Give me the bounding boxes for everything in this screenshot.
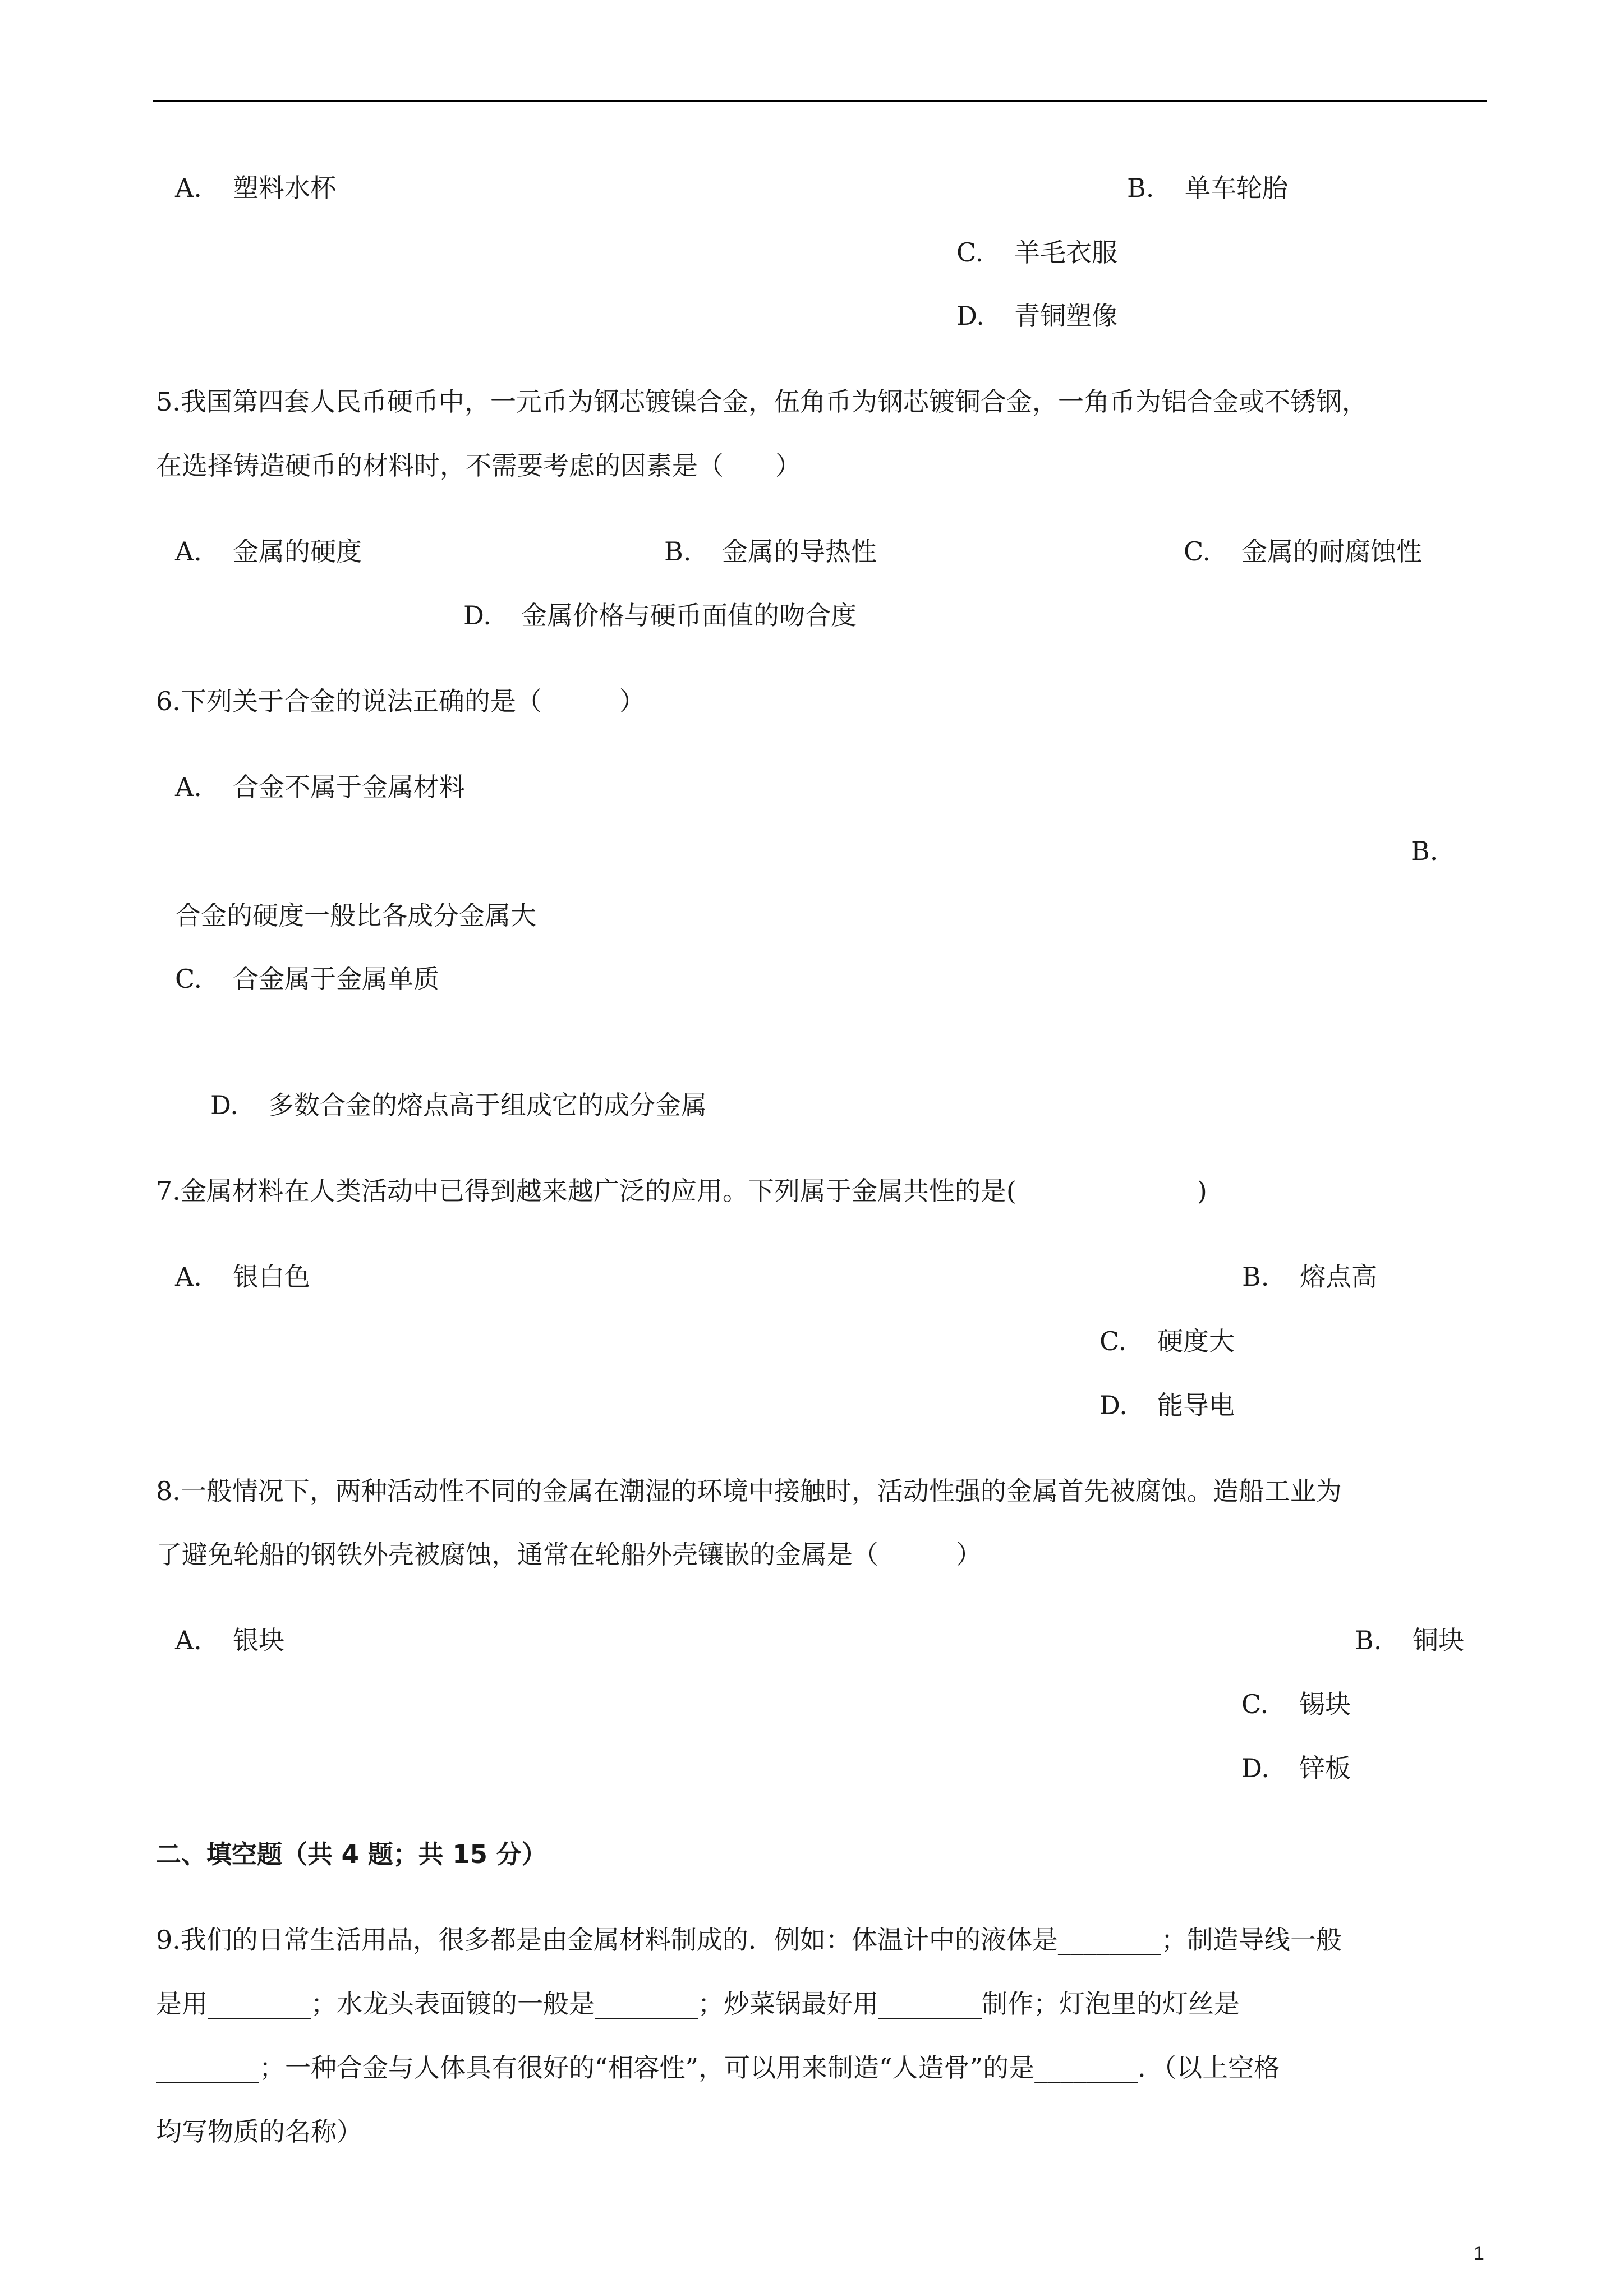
q8-option-b[interactable] [1355,1623,1464,1657]
q6-option-d[interactable] [210,1088,707,1122]
option-label: D. [210,1090,238,1120]
option-text: 金属价格与硬币面值的吻合度 [521,600,857,631]
option-label: A. [175,1262,202,1292]
q9-text-line3: ________；一种合金与人体具有很好的“相容性”，可以用来制造“人造骨”的是________．（以上空格 [156,2053,1280,2083]
option-text: 熔点高 [1300,1262,1377,1292]
option-label: A. [175,173,202,203]
option-label: C. [1184,536,1211,567]
option-label: B. [1127,173,1154,203]
option-text: 羊毛衣服 [1014,237,1117,268]
option-label: B. [664,536,692,567]
q5-option-d[interactable] [463,599,857,632]
option-text: 塑料水杯 [233,173,336,203]
q4-option-d[interactable] [956,299,1117,333]
q4-option-c[interactable] [956,236,1117,269]
q5-stem-line2: 在选择铸造硬币的材料时，不需要考虑的因素是（ ） [156,450,801,481]
q8-option-d[interactable] [1241,1751,1351,1785]
option-text: 锡块 [1299,1689,1351,1719]
option-text: 金属的耐腐蚀性 [1241,536,1422,567]
section-heading: 二、填空题（共 4 题；共 15 分） [156,1839,547,1869]
option-label: C. [1099,1326,1127,1356]
option-label: C. [175,964,203,994]
option-label: A. [175,536,202,567]
q5-option-b[interactable] [664,535,877,568]
q4-option-a[interactable] [175,171,336,205]
option-label: D. [956,301,984,331]
option-label: C. [956,237,984,268]
q5-stem-line1: 5.我国第四套人民币硬币中，一元币为钢芯镀镍合金，伍角币为钢芯镀铜合金，一角币为铝合金或不锈钢， [156,386,1368,417]
header-rule [153,100,1487,102]
q9-text-line4: 均写物质的名称） [156,2116,362,2147]
option-text: 合金属于金属单质 [233,964,439,994]
q6-option-c[interactable] [175,962,439,996]
q6-option-b-label[interactable]: B. [1411,836,1438,866]
option-label: B. [1355,1625,1382,1655]
q6-stem: 6.下列关于合金的说法正确的是（ ） [156,686,645,716]
q7-stem: 7.金属材料在人类活动中已得到越来越广泛的应用。下列属于金属共性的是( ) [156,1176,1207,1206]
q5-option-a[interactable] [175,535,362,568]
option-text: 银白色 [233,1262,310,1292]
q8-stem-line2: 了避免轮船的钢铁外壳被腐蚀，通常在轮船外壳镶嵌的金属是（ ） [156,1539,982,1570]
option-label: D. [463,600,491,631]
option-label: B. [1242,1262,1269,1292]
option-text: 金属的导热性 [722,536,877,567]
option-text: 能导电 [1157,1390,1235,1420]
option-text: 银块 [233,1625,284,1655]
page-number: 1 [1474,2243,1484,2264]
option-label: C. [1241,1689,1269,1719]
q6-option-b-text[interactable]: 合金的硬度一般比各成分金属大 [175,900,536,931]
q7-option-a[interactable] [175,1260,310,1294]
q9-text-line2: 是用________；水龙头表面镀的一般是________；炒菜锅最好用________制作；灯泡里的灯丝是 [156,1989,1240,2019]
option-text: 多数合金的熔点高于组成它的成分金属 [268,1090,707,1120]
option-text: 单车轮胎 [1185,173,1288,203]
q7-option-c[interactable] [1099,1324,1235,1358]
q8-option-a[interactable] [175,1623,284,1657]
q6-option-a[interactable] [175,770,465,804]
option-label: D. [1099,1390,1128,1420]
q5-option-c[interactable] [1184,535,1422,568]
option-text: 金属的硬度 [233,536,362,567]
q4-option-b[interactable] [1127,171,1288,205]
option-text: 铜块 [1413,1625,1464,1655]
option-label: D. [1241,1753,1269,1783]
q7-option-d[interactable] [1099,1388,1235,1422]
q8-option-c[interactable] [1241,1687,1351,1721]
option-label: A. [175,772,202,802]
q7-option-b[interactable] [1242,1260,1377,1294]
option-text: 硬度大 [1157,1326,1235,1356]
option-label: A. [175,1625,202,1655]
q9-text-line1: 9.我们的日常生活用品，很多都是由金属材料制成的．例如：体温计中的液体是________；制造导线一般 [156,1925,1342,1955]
option-text: 合金不属于金属材料 [233,772,465,802]
option-text: 锌板 [1299,1753,1351,1783]
q8-stem-line1: 8.一般情况下，两种活动性不同的金属在潮湿的环境中接触时，活动性强的金属首先被腐蚀。造船工业为 [156,1476,1342,1506]
option-text: 青铜塑像 [1014,301,1117,331]
